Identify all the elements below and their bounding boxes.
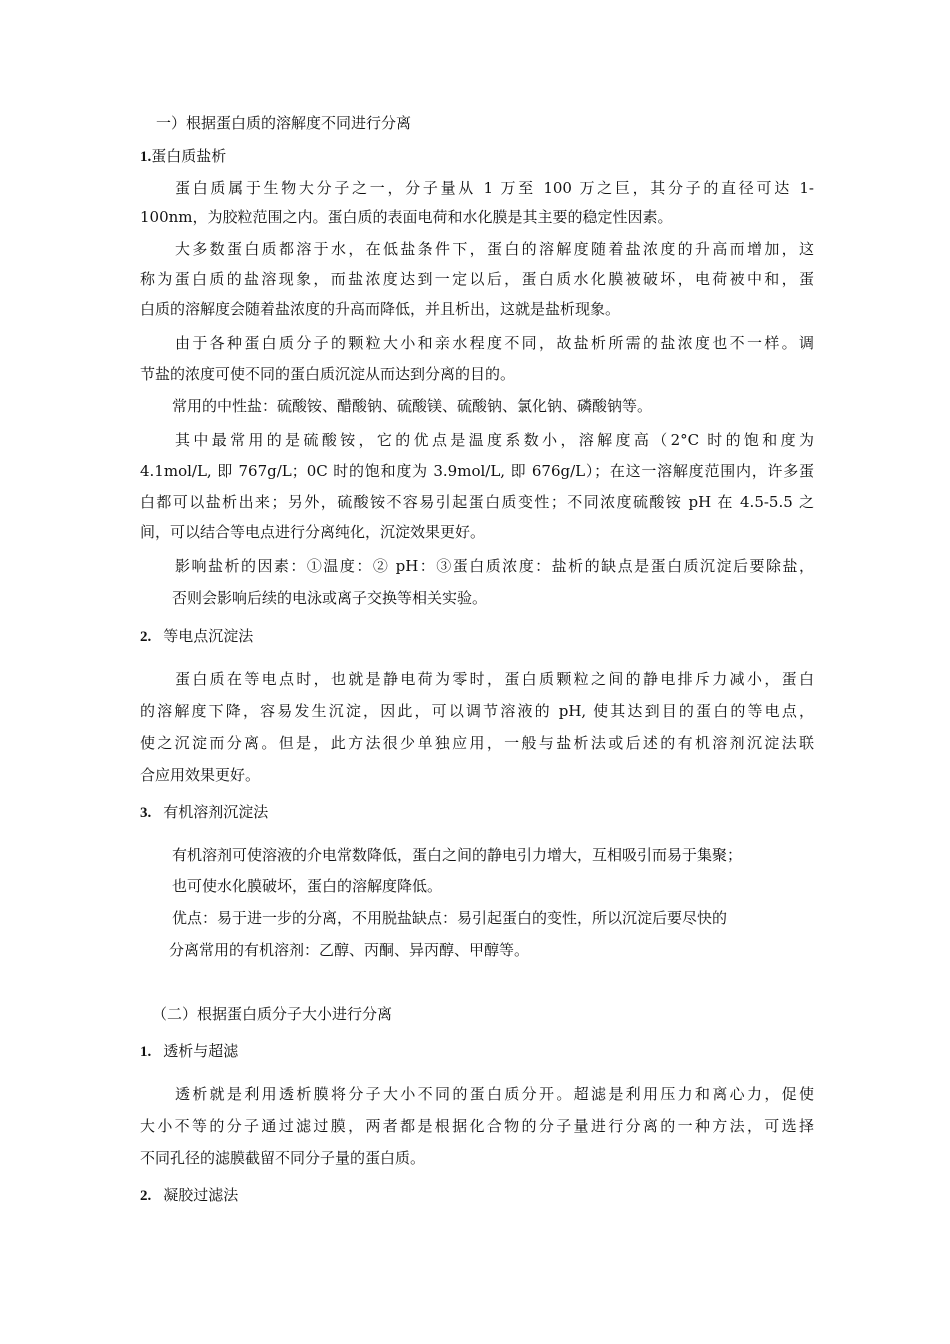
paragraph-line: 4.1mol/L, 即 767g/L；0C 时的饱和度为 3.9mol/L, 即 676g/L）；在这一溶解度范围内，许多蛋 <box>140 462 814 480</box>
paragraph-line: 大多数蛋白质都溶于水，在低盐条件下，蛋白的溶解度随着盐浓度的升高而增加，这 <box>175 240 814 258</box>
subsection-title: 透析与超滤 <box>163 1042 239 1060</box>
paragraph-line: 透析就是利用透析膜将分子大小不同的蛋白质分开。超滤是利用压力和离心力，促使 <box>175 1085 814 1103</box>
paragraph-line: 蛋白质属于生物大分子之一，分子量从 1 万至 100 万之巨，其分子的直径可达 1- <box>175 179 814 197</box>
paragraph-line: 白都可以盐析出来；另外，硫酸铵不容易引起蛋白质变性；不同浓度硫酸铵 pH 在 4.5-5.5 之 <box>140 493 814 511</box>
subsection-title: 等电点沉淀法 <box>163 627 254 645</box>
subsection-number: 1. <box>140 149 152 165</box>
paragraph-line: 由于各种蛋白质分子的颗粒大小和亲水程度不同，故盐析所需的盐浓度也不一样。调 <box>175 334 814 352</box>
paragraph-line: 间，可以结合等电点进行分离纯化，沉淀效果更好。 <box>140 523 486 541</box>
paragraph-line: 其中最常用的是硫酸铵，它的优点是温度系数小，溶解度高（2°C 时的饱和度为 <box>175 431 814 449</box>
paragraph-line: 分离常用的有机溶剂：乙醇、丙酮、异丙醇、甲醇等。 <box>169 941 530 959</box>
section-2-heading: （二）根据蛋白质分子大小进行分离 <box>152 1005 393 1023</box>
paragraph-line: 合应用效果更好。 <box>140 766 261 784</box>
paragraph-line: 的溶解度下降，容易发生沉淀，因此，可以调节溶液的 pH, 使其达到目的蛋白的等电点， <box>140 702 814 720</box>
subsection-1-2-heading <box>140 626 253 647</box>
subsection-2-2-heading <box>140 1185 238 1206</box>
paragraph-line: 也可使水化膜破坏，蛋白的溶解度降低。 <box>172 877 443 895</box>
paragraph-line: 100nm，为胶粒范围之内。蛋白质的表面电荷和水化膜是其主要的稳定性因素。 <box>140 208 673 226</box>
paragraph-line: 否则会影响后续的电泳或离子交换等相关实验。 <box>172 589 488 607</box>
paragraph-line: 白质的溶解度会随着盐浓度的升高而降低，并且析出，这就是盐析现象。 <box>140 300 621 318</box>
subsection-1-3-heading <box>140 802 268 823</box>
paragraph-line: 使之沉淀而分离。但是，此方法很少单独应用，一般与盐析法或后述的有机溶剂沉淀法联 <box>140 734 814 752</box>
subsection-number: 2. <box>140 629 152 645</box>
subsection-number: 2. <box>140 1188 152 1204</box>
subsection-title: 蛋白质盐析 <box>151 147 227 165</box>
paragraph-line: 常用的中性盐：硫酸铵、醋酸钠、硫酸镁、硫酸钠、氯化钠、磷酸钠等。 <box>172 397 653 415</box>
paragraph-line: 称为蛋白质的盐溶现象，而盐浓度达到一定以后，蛋白质水化膜被破坏，电荷被中和，蛋 <box>140 270 814 288</box>
subsection-2-1-heading <box>140 1041 238 1062</box>
paragraph-line: 有机溶剂可使溶液的介电常数降低，蛋白之间的静电引力增大，互相吸引而易于集聚； <box>172 846 743 864</box>
subsection-1-1-heading <box>140 146 226 167</box>
paragraph-line: 大小不等的分子通过滤过膜，两者都是根据化合物的分子量进行分离的一种方法，可选择 <box>140 1117 814 1135</box>
paragraph-line: 蛋白质在等电点时，也就是静电荷为零时，蛋白质颗粒之间的静电排斥力减小，蛋白 <box>175 670 814 688</box>
paragraph-line: 不同孔径的滤膜截留不同分子量的蛋白质。 <box>140 1149 426 1167</box>
subsection-title: 有机溶剂沉淀法 <box>163 803 269 821</box>
paragraph-line: 节盐的浓度可使不同的蛋白质沉淀从而达到分离的目的。 <box>140 365 516 383</box>
paragraph-line: 影响盐析的因素：①温度：② pH：③蛋白质浓度：盐析的缺点是蛋白质沉淀后要除盐， <box>175 557 814 575</box>
paragraph-line: 优点：易于进一步的分离，不用脱盐缺点：易引起蛋白的变性，所以沉淀后要尽快的 <box>172 909 728 927</box>
section-1-heading: 一）根据蛋白质的溶解度不同进行分离 <box>156 114 412 132</box>
subsection-number: 1. <box>140 1044 152 1060</box>
subsection-title: 凝胶过滤法 <box>163 1186 239 1204</box>
subsection-number: 3. <box>140 805 152 821</box>
